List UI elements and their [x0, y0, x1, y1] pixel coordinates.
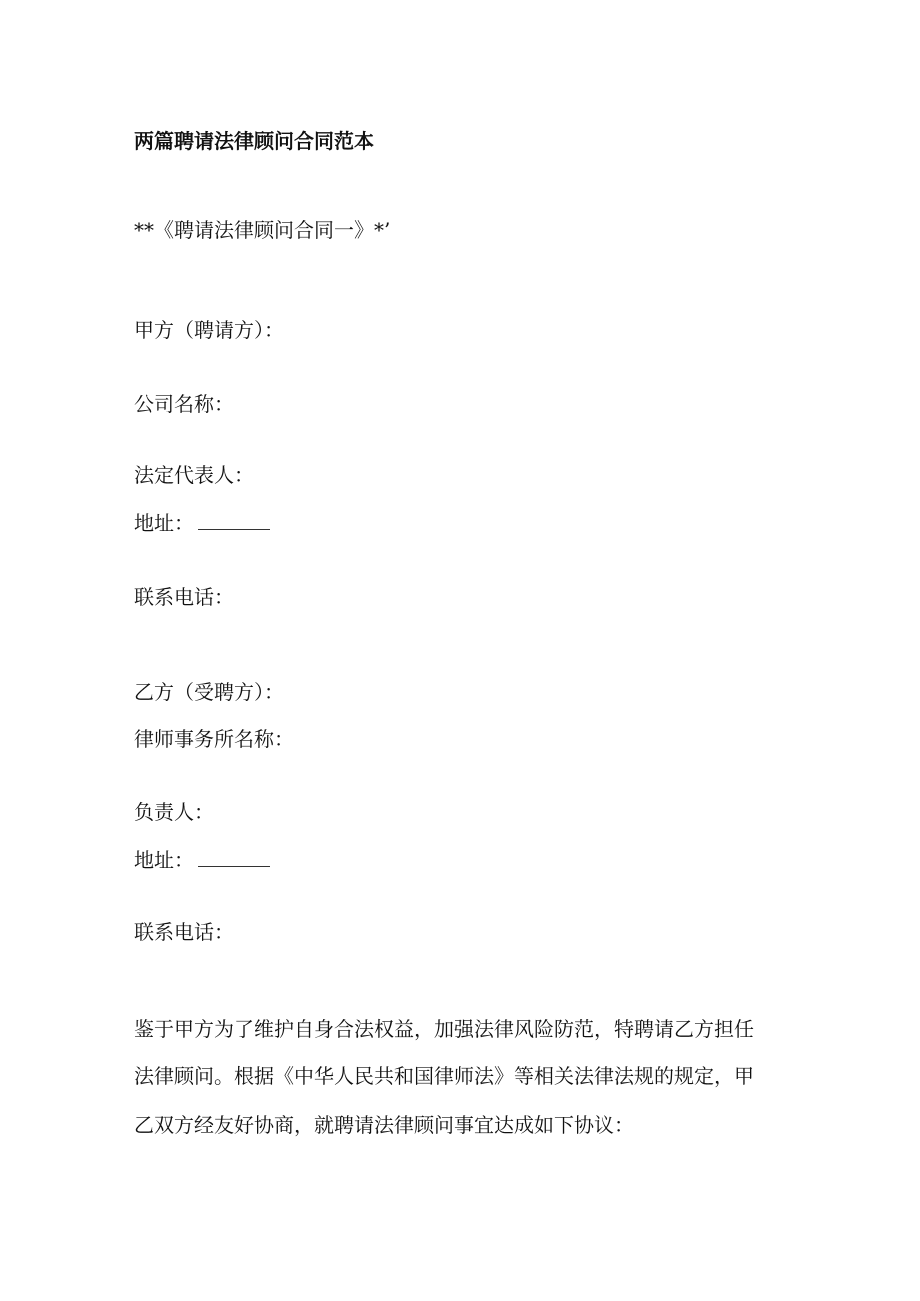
party-b-phone-label: 联系电话：	[134, 920, 234, 944]
party-b-address-row	[134, 848, 270, 872]
contract-subtitle: **《聘请法律顾问合同一》*’	[134, 218, 391, 242]
party-a-address-row	[134, 511, 270, 535]
party-a-address-blank	[198, 513, 270, 530]
party-a-phone-label: 联系电话：	[134, 585, 234, 609]
document-title: 两篇聘请法律顾问合同范本	[134, 129, 374, 153]
party-b-address-blank	[198, 850, 270, 867]
preamble-line-3: 乙双方经友好协商，就聘请法律顾问事宜达成如下协议：	[134, 1113, 634, 1137]
party-a-heading: 甲方（聘请方）：	[134, 318, 284, 342]
party-b-heading: 乙方（受聘方）：	[134, 680, 284, 704]
preamble-line-1: 鉴于甲方为了维护自身合法权益，加强法律风险防范，特聘请乙方担任	[134, 1017, 754, 1041]
party-b-principal-label: 负责人：	[134, 800, 214, 824]
party-b-address-label: 地址：	[134, 848, 194, 872]
party-a-address-label: 地址：	[134, 511, 194, 535]
party-a-company-name-label: 公司名称：	[134, 392, 234, 416]
preamble-line-2: 法律顾问。根据《中华人民共和国律师法》等相关法律法规的规定，甲	[134, 1064, 754, 1088]
party-b-firm-name-label: 律师事务所名称：	[134, 727, 294, 751]
party-a-legal-rep-label: 法定代表人：	[134, 463, 254, 487]
